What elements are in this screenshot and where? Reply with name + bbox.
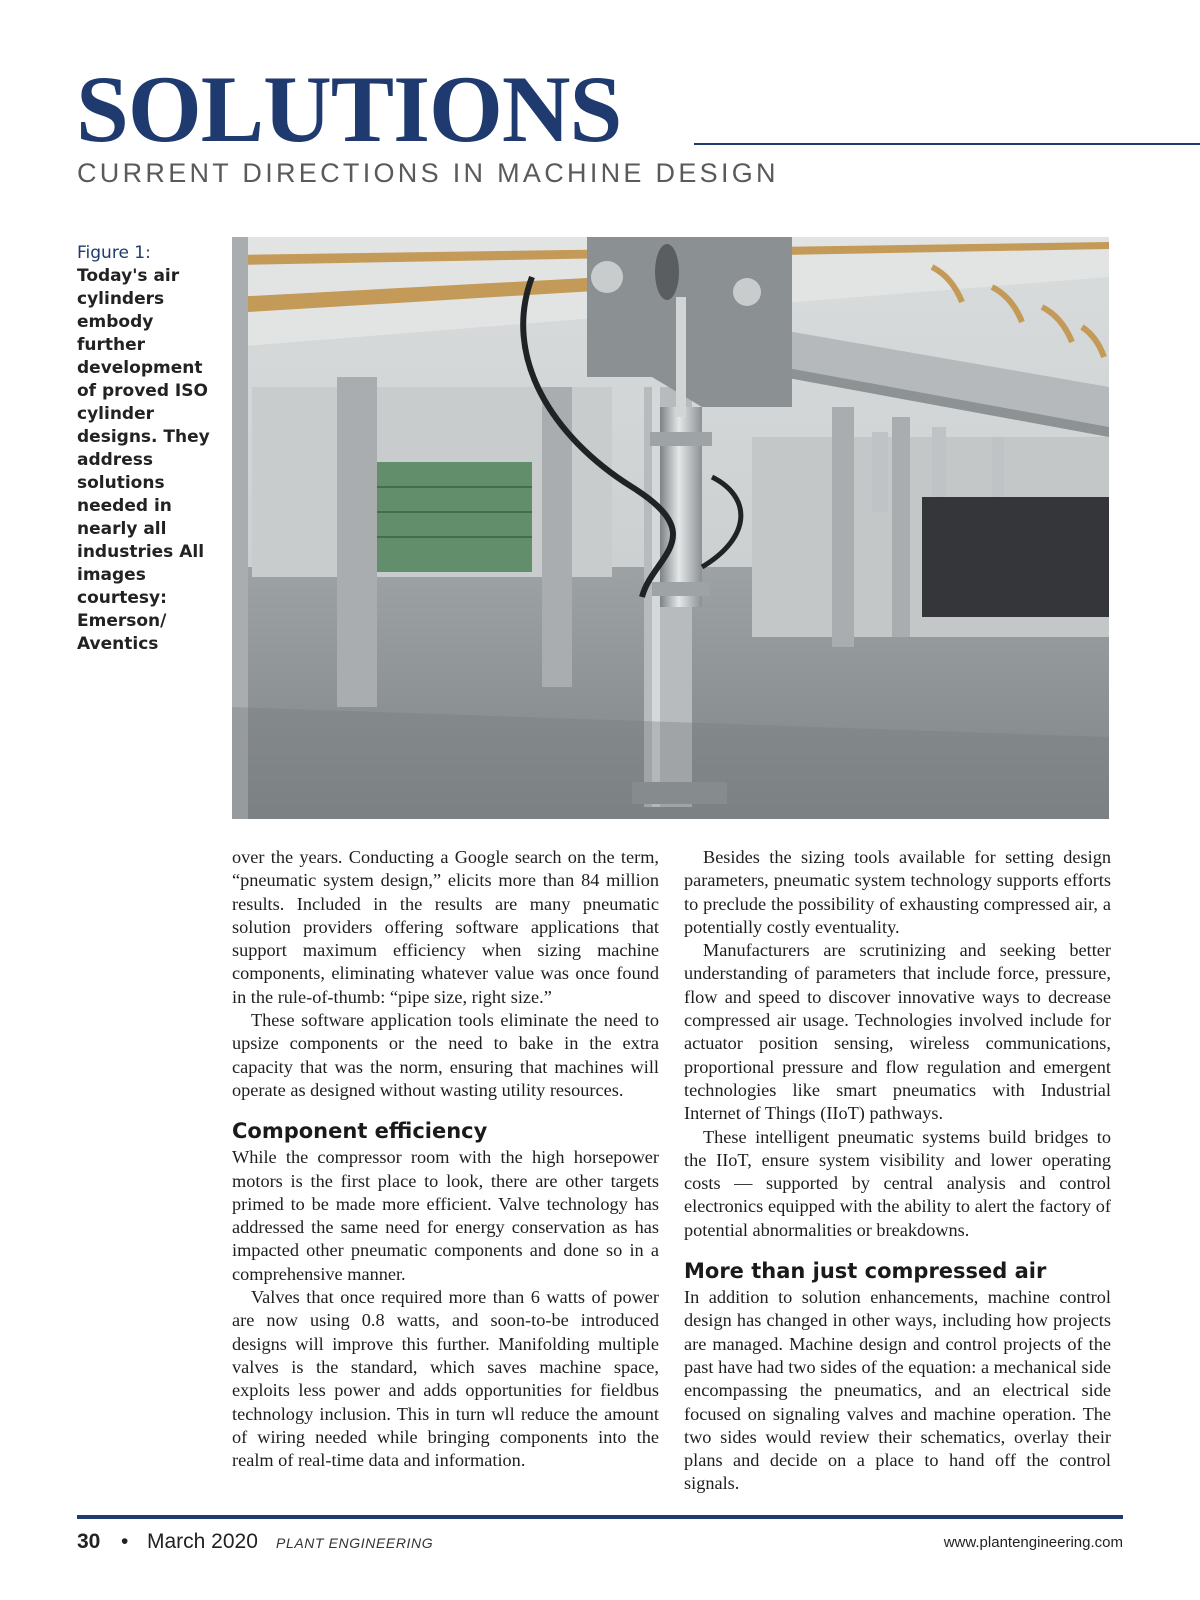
paragraph: While the compressor room with the high horsepower motors is the first place to look, there are other targets primed to be made more efficient. Valve technology has addressed the same need for energy conservation as has impacted other pneumatic components and done so in a comprehensive manner. bbox=[232, 1147, 659, 1284]
footer-bullet: • bbox=[121, 1530, 129, 1553]
page-number: 30 bbox=[77, 1530, 101, 1553]
article-column-right bbox=[684, 846, 1111, 1496]
factory-photo-illustration bbox=[232, 237, 1109, 819]
figure-caption-text: Today's air cylinders embody further development of proved ISO cylinder designs. They address solutions needed in nearly all industries All images courtesy: Emerson/ Aventics bbox=[77, 266, 210, 654]
paragraph: Besides the sizing tools available for setting design parameters, pneumatic system technology supports efforts to preclude the possibility of exhausting compressed air, a potentially costly eventuality. bbox=[684, 847, 1111, 937]
page-footer bbox=[77, 1530, 1123, 1558]
publication-name: PLANT ENGINEERING bbox=[276, 1535, 434, 1551]
article-column-left bbox=[232, 846, 659, 1472]
paragraph: These software application tools eliminate the need to upsize components or the need to bake in the extra capacity that was the norm, ensuring that machines will operate as designed without wasting utility resources. bbox=[232, 1010, 659, 1100]
paragraph: Valves that once required more than 6 watts of power are now using 0.8 watts, and soon-to-be introduced designs will improve this further. Manifolding multiple valves is the standard, which saves machine space, exploits less power and adds opportunities for fieldbus technology inclusion. This in turn wll reduce the amount of wiring needed while bringing components into the realm of real-time data and information. bbox=[232, 1287, 659, 1471]
issue-date: March 2020 bbox=[147, 1530, 258, 1553]
section-heading: More than just compressed air bbox=[684, 1259, 1047, 1284]
paragraph: These intelligent pneumatic systems build bridges to the IIoT, ensure system visibility and lower operating costs — supported by central analysis and control electronics equipped with the ability to alert the factory of potential abnormalities or breakdowns. bbox=[684, 1126, 1111, 1240]
figure-label: Figure 1: bbox=[77, 243, 151, 263]
figure-caption bbox=[77, 242, 217, 656]
paragraph: In addition to solution enhancements, machine control design has changed in other ways, including how projects are managed. Machine design and control projects of the past have had two sides of the equation: a mechanical side encompassing the pneumatics, and an electrical side focused on signaling valves and machine operation. The two sides would review their schematics, overlay their plans and decide on a place to hand off the control signals. bbox=[684, 1287, 1111, 1494]
footer-rule bbox=[77, 1515, 1123, 1519]
figure-photo bbox=[232, 237, 1109, 819]
section-heading: Component efficiency bbox=[232, 1119, 488, 1144]
paragraph: Manufacturers are scrutinizing and seeking better understanding of parameters that include force, pressure, flow and speed to discover innovative ways to decrease compressed air usage. Technologies involved include for actuator position sensing, wireless communications, proportional pressure and flow regulation and emergent technologies like smart pneumatics with Industrial Internet of Things (IIoT) pathways. bbox=[684, 940, 1111, 1124]
header-rule bbox=[694, 143, 1200, 145]
paragraph: over the years. Conducting a Google search on the term, “pneumatic system design,” elicits more than 84 million results. Included in the results are many pneumatic solution providers offering software applications that support maximum efficiency when sizing machine components, eliminating whatever value was once found in the rule-of-thumb: “pipe size, right size.” bbox=[232, 847, 659, 1007]
section-title: SOLUTIONS bbox=[76, 56, 622, 162]
section-subtitle: CURRENT DIRECTIONS IN MACHINE DESIGN bbox=[77, 158, 779, 188]
website-link[interactable]: www.plantengineering.com bbox=[943, 1534, 1123, 1551]
